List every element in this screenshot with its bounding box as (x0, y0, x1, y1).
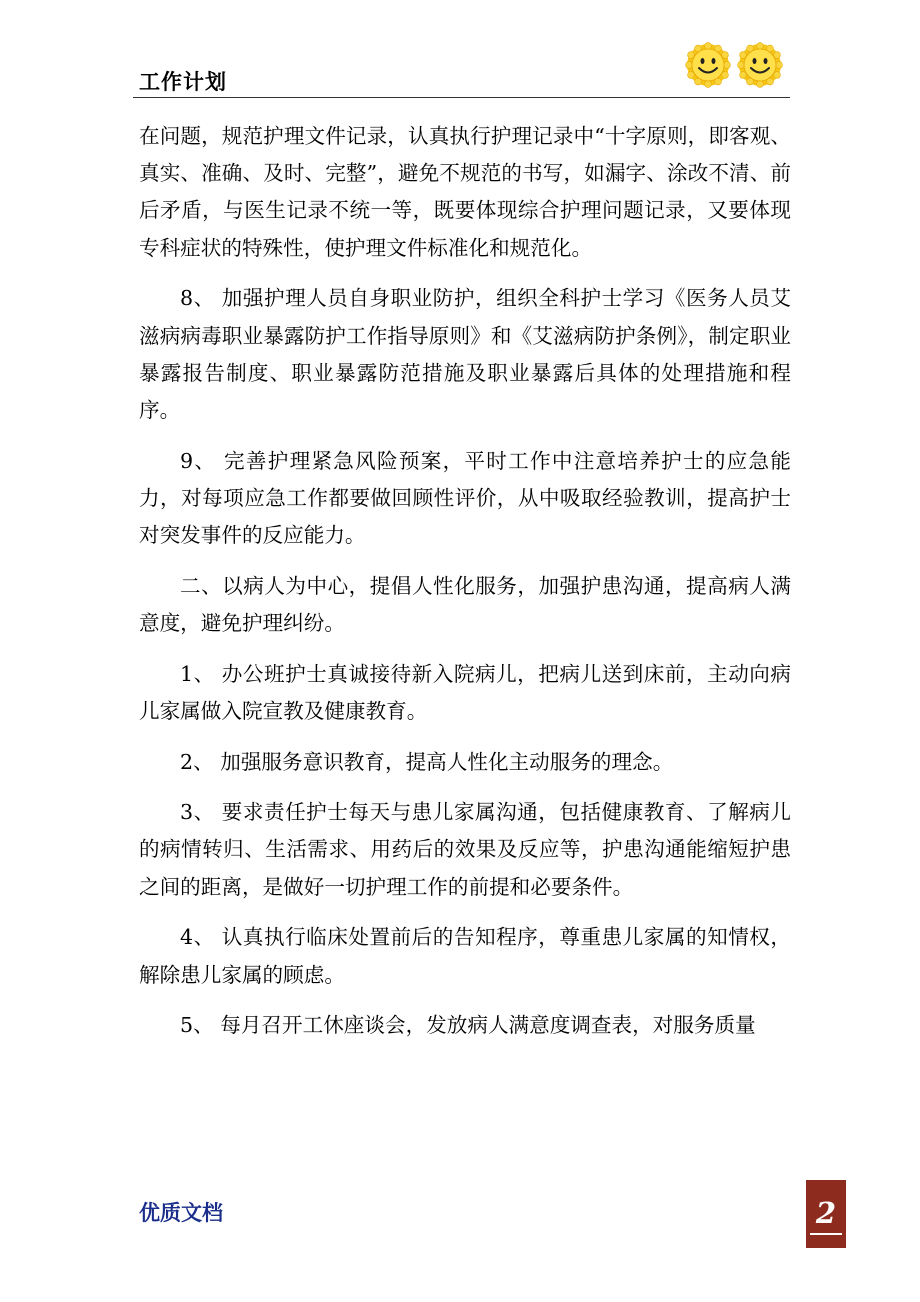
paragraph: 4、 认真执行临床处置前后的告知程序，尊重患儿家属的知情权，解除患儿家属的顾虑。 (139, 925, 791, 987)
paragraph: 二、以病人为中心，提倡人性化服务，加强护患沟通，提高病人满意度，避免护理纠纷。 (139, 573, 791, 635)
paragraph: 5、 每月召开工休座谈会，发放病人满意度调查表，对服务质量 (180, 1013, 756, 1038)
header-title: 工作计划 (139, 70, 227, 94)
footer-title: 优质文档 (139, 1201, 223, 1225)
paragraph: 3、 要求责任护士每天与患儿家属沟通，包括健康教育、了解病儿的病情转归、生活需求、用药后的效果及反应等，护患沟通能缩短护患之间的距离，是做好一切护理工作的前提和必要条件。 (139, 800, 791, 899)
page-number-badge (806, 1180, 846, 1248)
smiley-sun-icon (685, 42, 731, 88)
document-body (139, 118, 791, 1058)
paragraph: 在问题，规范护理文件记录，认真执行护理记录中“十字原则，即客观、真实、准确、及时、完整”，避免不规范的书写，如漏字、涂改不清、前后矛盾，与医生记录不统一等，既要体现综合护理问题记录，又要体现专科症状的特殊性，使护理文件标准化和规范化。 (139, 124, 791, 260)
page-badge-underline (810, 1233, 842, 1235)
page-number: 2 (815, 1196, 837, 1230)
smiley-sun-icon (737, 42, 783, 88)
paragraph: 1、 办公班护士真诚接待新入院病儿，把病儿送到床前，主动向病儿家属做入院宣教及健康教育。 (139, 661, 791, 723)
paragraph: 8、 加强护理人员自身职业防护，组织全科护士学习《医务人员艾滋病病毒职业暴露防护工作指导原则》和《艾滋病防护条例》，制定职业暴露报告制度、职业暴露防范措施及职业暴露后具体的处理措施和程序。 (139, 286, 791, 422)
header-divider (133, 97, 790, 98)
paragraph: 2、 加强服务意识教育，提高人性化主动服务的理念。 (180, 749, 674, 774)
paragraph: 9、 完善护理紧急风险预案，平时工作中注意培养护士的应急能力，对每项应急工作都要做回顾性评价，从中吸取经验教训，提高护士对突发事件的反应能力。 (139, 448, 791, 548)
